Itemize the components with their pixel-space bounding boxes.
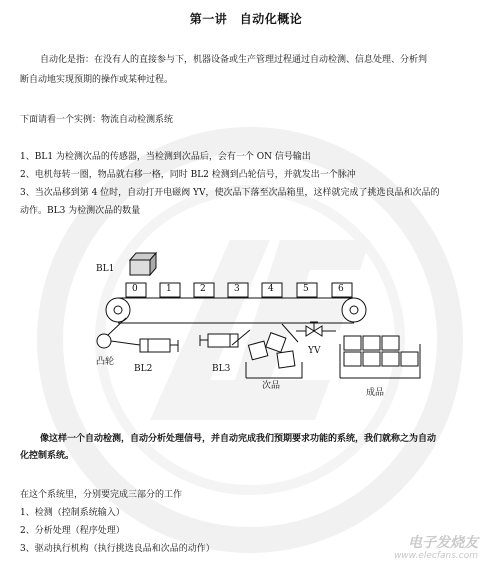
example-heading: 下面请看一个实例：物流自动检测系统: [20, 115, 174, 125]
position-label: 4: [268, 284, 274, 294]
part-item: 1、检测（控制系统输入）: [20, 508, 125, 518]
bl1-label: BL1: [96, 264, 115, 274]
bl1-sensor-icon: [130, 253, 156, 275]
step-item: 动作。BL3 为检测次品的数量: [20, 206, 141, 216]
intro-line-1: 自动化是指：在没有人的直接参与下，机器设备或生产管理过程通过自动检测、信息处理、分析判: [40, 55, 428, 65]
position-label: 1: [166, 284, 172, 294]
position-label: 2: [200, 284, 206, 294]
brand-url: www.elecfans.com: [393, 551, 478, 561]
cam-label: 凸轮: [96, 357, 115, 367]
intro-line-2: 断自动地实现预期的操作或某种过程。: [20, 75, 174, 85]
position-label: 3: [234, 284, 240, 294]
position-label: 5: [303, 284, 309, 294]
conveyor-belt: [106, 298, 366, 323]
summary-line-2: 化控制系统。: [20, 451, 75, 461]
defect-bin-label: 次品: [262, 381, 281, 391]
parts-heading: 在这个系统里，分别要完成三部分的工作: [20, 490, 183, 500]
step-item: 3、当次品移到第 4 位时，自动打开电磁阀 YV，使次品下落至次品箱里，这样就完成了挑选良品和次品的: [20, 188, 440, 198]
summary-line-1: 像这样一个自动检测，自动分析处理信号，并自动完成我们预期要求功能的系统，我们就称之为自动: [40, 434, 437, 444]
good-product-stack: [340, 336, 420, 378]
defect-chute: [232, 324, 302, 378]
part-item: 3、驱动执行机构（执行挑选良品和次品的动作）: [20, 544, 215, 554]
page-title: 第一讲 自动化概论: [189, 12, 303, 26]
yv-valve-icon: [296, 322, 336, 336]
position-label: 0: [132, 284, 138, 294]
bl3-label: BL3: [212, 364, 231, 374]
position-label: 6: [338, 284, 344, 294]
bl2-label: BL2: [134, 364, 153, 374]
part-item: 2、分析处理（程序处理）: [20, 526, 125, 536]
brand-watermark: [394, 535, 478, 562]
step-item: 2、电机每转一圈，物品就右移一格，同时 BL2 检测到凸轮信号，并就发出一个脉冲: [20, 170, 356, 180]
good-bin-label: 成品: [366, 388, 385, 398]
step-item: 1、BL1 为检测次品的传感器，当检测到次品后，会有一个 ON 信号输出: [20, 152, 311, 162]
yv-label: YV: [308, 346, 321, 356]
bl2-sensor-icon: [140, 339, 178, 352]
brand-name: 电子发烧友: [408, 535, 478, 551]
